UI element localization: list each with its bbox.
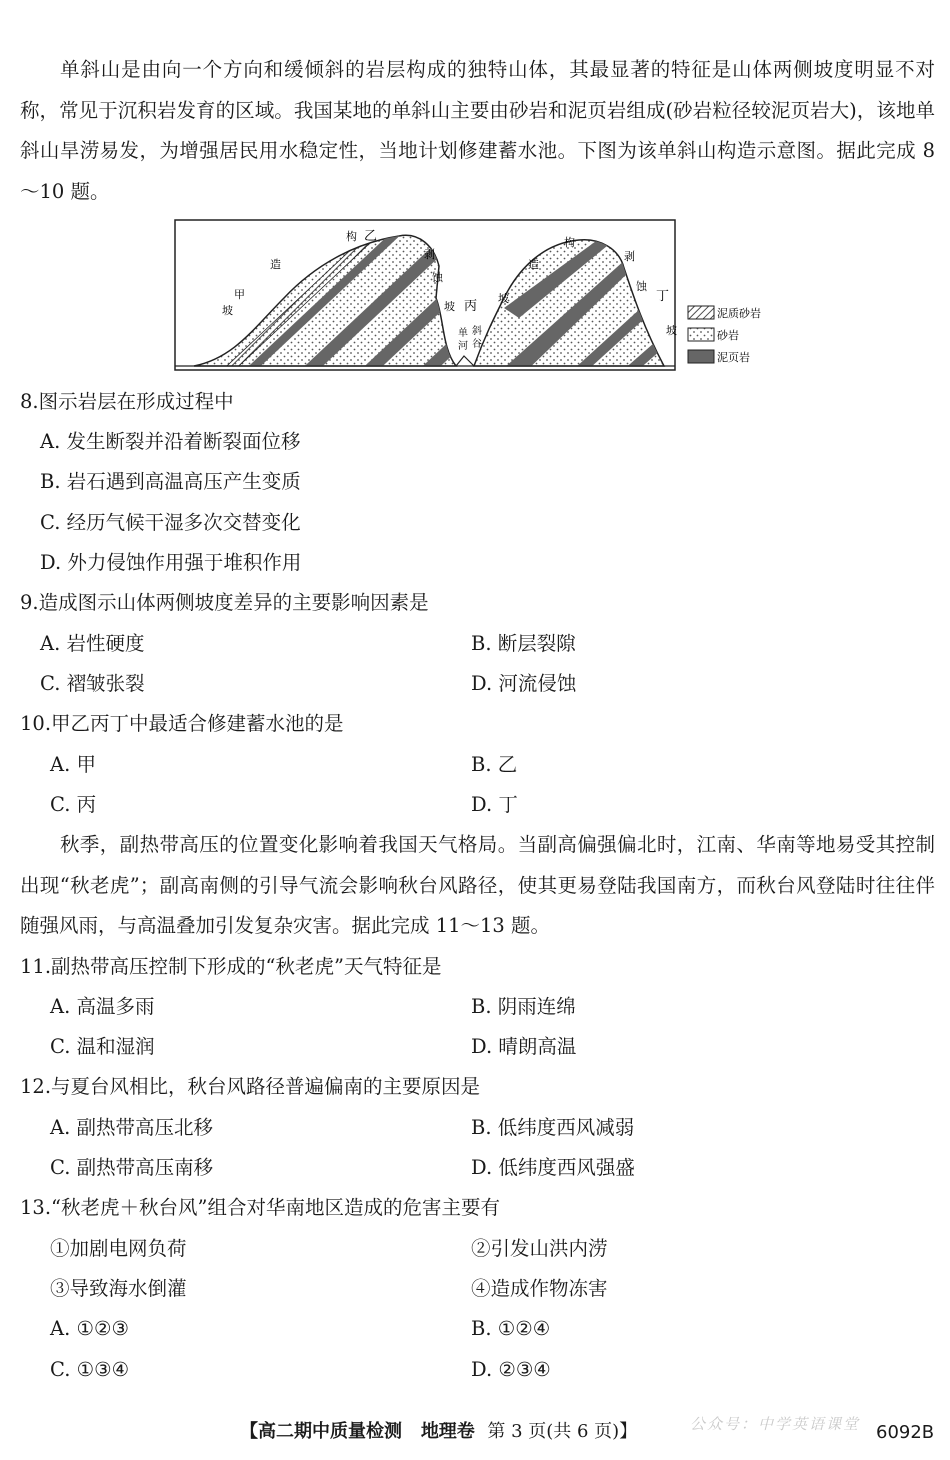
- q10-stem: 10.甲乙丙丁中最适合修建蓄水池的是: [20, 712, 344, 735]
- intro-paragraph-1: 单斜山是由向一个方向和缓倾斜的岩层构成的独特山体，其最显著的特征是山体两侧坡度明显不对称，常见于沉积岩发育的区域。我国某地的单斜山主要由砂岩和泥页岩组成(砂岩粒径较泥页岩大)，该地单斜山旱涝易发，为增强居民用水稳定性，当地计划修建蓄水池。下图为该单斜山构造示意图。据此完成 8～10 题。: [20, 58, 935, 203]
- label-shi-2: 蚀: [636, 280, 647, 293]
- q13-item-2: ②引发山洪内涝: [471, 1237, 608, 1260]
- label-jia: 甲: [234, 288, 245, 301]
- label-dan: 单: [458, 328, 468, 339]
- monocline-figure: [174, 218, 780, 372]
- intro-paragraph-2: 秋季，副热带高压的位置变化影响着我国天气格局。当副高偏强偏北时，江南、华南等地易受其控制出现“秋老虎”；副高南侧的引导气流会影响秋台风路径，使其更易登陆我国南方，而秋台风登陆时往往伴随强风雨，与高温叠加引发复杂灾害。据此完成 11～13 题。: [20, 833, 935, 937]
- q10-option-d[interactable]: D. 丁: [471, 793, 518, 816]
- q9-option-d[interactable]: D. 河流侵蚀: [471, 672, 577, 695]
- label-zao-1: 造: [270, 258, 281, 271]
- label-gu: 谷: [472, 339, 482, 350]
- label-shi-1: 蚀: [432, 271, 443, 284]
- q8-option-c[interactable]: C. 经历气候干湿多次交替变化: [40, 511, 301, 534]
- q11-option-c[interactable]: C. 温和湿润: [50, 1035, 155, 1058]
- q11-option-a[interactable]: A. 高温多雨: [50, 995, 155, 1018]
- q10-option-a[interactable]: A. 甲: [50, 753, 96, 776]
- q13-option-a[interactable]: A. ①②③: [50, 1317, 129, 1340]
- q12-option-a[interactable]: A. 副热带高压北移: [50, 1116, 213, 1139]
- q12-option-b[interactable]: B. 低纬度西风减弱: [471, 1116, 635, 1139]
- q11-option-b[interactable]: B. 阴雨连绵: [471, 995, 576, 1018]
- q13-item-4: ④造成作物冻害: [471, 1277, 608, 1300]
- label-bo-1: 剥: [424, 248, 435, 261]
- label-po-1: 坡: [222, 304, 233, 317]
- q9-option-a[interactable]: A. 岩性硬度: [40, 632, 145, 655]
- label-po-4: 坡: [666, 324, 677, 337]
- q9-option-c[interactable]: C. 褶皱张裂: [40, 672, 145, 695]
- q13-stem: 13.“秋老虎＋秋台风”组合对华南地区造成的危害主要有: [20, 1196, 500, 1219]
- footer-exam-title: 【高二期中质量检测: [240, 1421, 402, 1442]
- page-footer: [240, 1420, 637, 1444]
- label-po-3: 坡: [498, 292, 509, 305]
- footer-page-number: 第 3 页(共 6 页)】: [487, 1421, 638, 1442]
- label-he: 河: [458, 341, 468, 352]
- q13-option-b[interactable]: B. ①②④: [471, 1317, 551, 1340]
- label-gou-2: 构: [564, 236, 575, 249]
- legend-sandstone: 砂岩: [717, 329, 739, 342]
- label-ding: 丁: [656, 289, 670, 304]
- watermark: 公众号：中学英语课堂: [690, 1415, 861, 1433]
- label-bing: 丙: [464, 299, 478, 314]
- q9-option-b[interactable]: B. 断层裂隙: [471, 632, 576, 655]
- q8-stem: 8.图示岩层在形成过程中: [20, 390, 234, 413]
- q12-option-d[interactable]: D. 低纬度西风强盛: [471, 1156, 635, 1179]
- q8-option-a[interactable]: A. 发生断裂并沿着断裂面位移: [40, 430, 301, 453]
- label-yi: 乙: [364, 229, 378, 244]
- q11-stem: 11.副热带高压控制下形成的“秋老虎”天气特征是: [20, 955, 442, 978]
- label-gou-1: 构: [346, 230, 357, 243]
- q10-option-b[interactable]: B. 乙: [471, 753, 518, 776]
- q12-option-c[interactable]: C. 副热带高压南移: [50, 1156, 214, 1179]
- label-zao-2: 造: [528, 258, 539, 271]
- legend-mudstone-sandstone: 泥质砂岩: [717, 307, 761, 320]
- footer-code: 6092B: [876, 1422, 935, 1443]
- label-bo-2: 剥: [624, 250, 635, 263]
- q10-option-c[interactable]: C. 丙: [50, 793, 97, 816]
- q13-item-1: ①加剧电网负荷: [50, 1237, 187, 1260]
- legend: [688, 306, 761, 364]
- q12-stem: 12.与夏台风相比，秋台风路径普遍偏南的主要原因是: [20, 1075, 481, 1098]
- q11-option-d[interactable]: D. 晴朗高温: [471, 1035, 577, 1058]
- q8-option-b[interactable]: B. 岩石遇到高温高压产生变质: [40, 470, 301, 493]
- q13-option-d[interactable]: D. ②③④: [471, 1358, 551, 1381]
- label-xie: 斜: [472, 326, 482, 337]
- q8-option-d[interactable]: D. 外力侵蚀作用强于堆积作用: [40, 551, 302, 574]
- q9-stem: 9.造成图示山体两侧坡度差异的主要影响因素是: [20, 591, 429, 614]
- label-po-2: 坡: [444, 300, 455, 313]
- q13-option-c[interactable]: C. ①③④: [50, 1358, 130, 1381]
- q13-item-3: ③导致海水倒灌: [50, 1277, 187, 1300]
- footer-subject: 地理卷: [420, 1421, 475, 1442]
- legend-shale: 泥页岩: [717, 351, 750, 364]
